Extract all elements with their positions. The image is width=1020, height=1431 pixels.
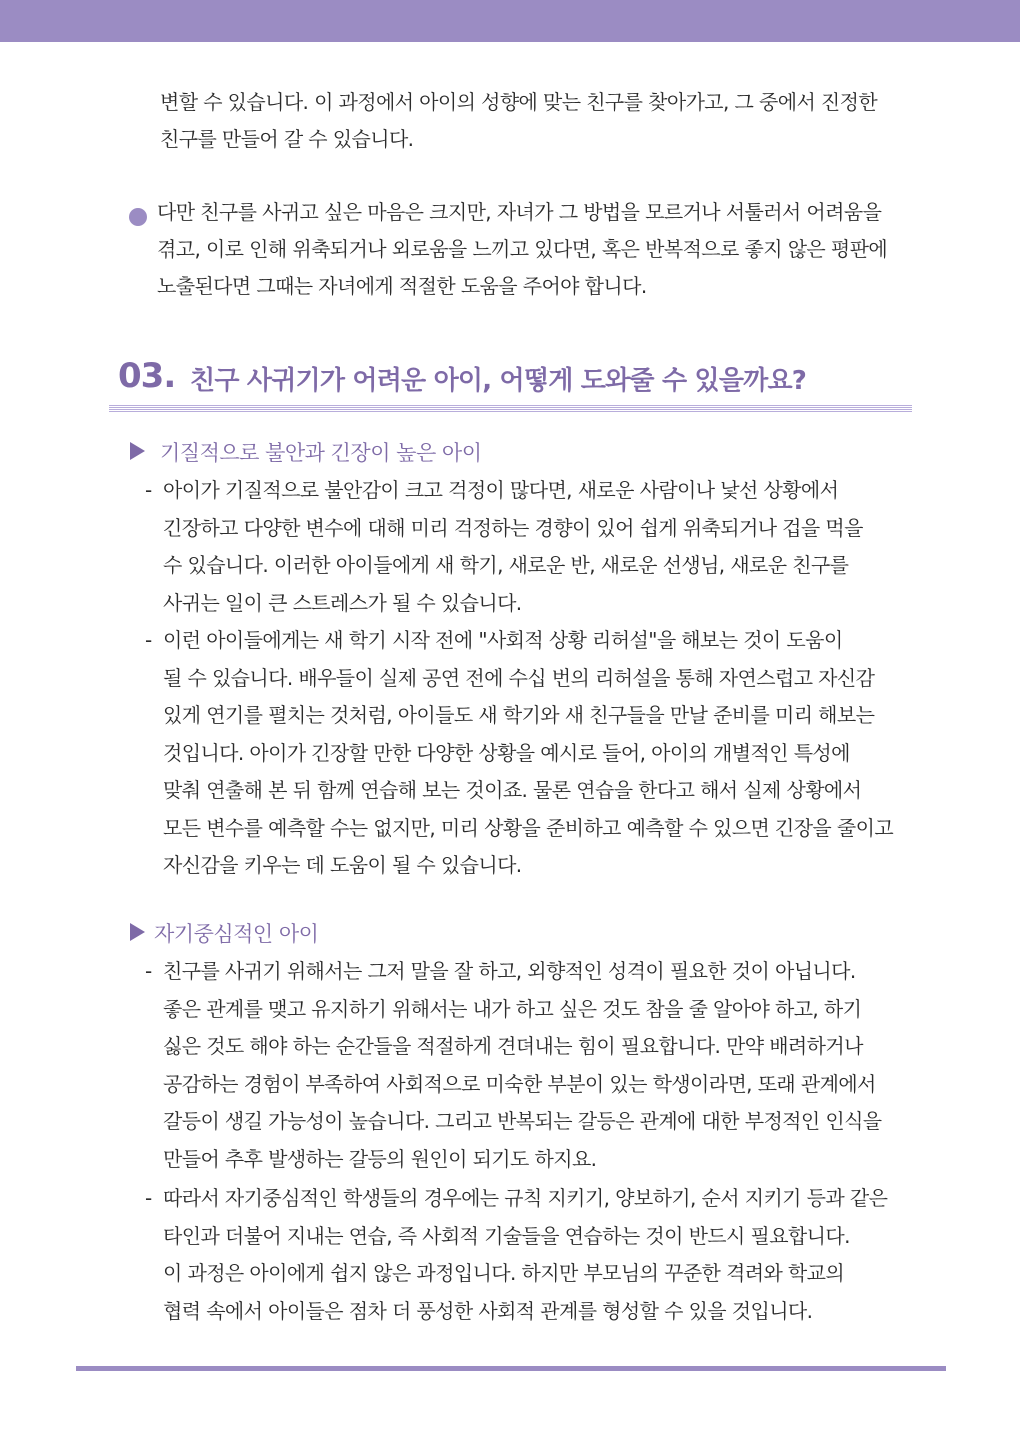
intro-paragraph [160,84,877,158]
subsection-title: 기질적으로 불안과 긴장이 높은 아이 [160,441,482,465]
text-line: 노출된다면 그때는 자녀에게 적절한 도움을 주어야 합니다. [157,274,647,298]
text-line: 사귀는 일이 큰 스트레스가 될 수 있습니다. [163,590,522,615]
text-line: 이 과정은 아이에게 쉽지 않은 과정입니다. 하지만 부모님의 꾸준한 격려와 학교의 [163,1261,845,1285]
header-bar [0,0,1020,42]
text-line: 친구를 만들어 갈 수 있습니다. [160,127,414,151]
list-item-text [163,472,863,622]
circle-bullet-icon [129,208,147,226]
dash-mark: - [145,628,152,652]
text-line: 모든 변수를 예측할 수는 없지만, 미리 상황을 준비하고 예측할 수 있으면 긴장을 줄이고 [163,815,894,840]
text-line: 협력 속에서 아이들은 점차 더 풍성한 사회적 관계를 형성할 수 있을 것입니다. [163,1298,813,1323]
dash-mark: - [145,1186,152,1210]
text-line: 것입니다. 아이가 긴장할 만한 다양한 상황을 예시로 들어, 아이의 개별적인 특성에 [163,740,850,765]
text-line: 맞춰 연출해 본 뒤 함께 연습해 보는 것이죠. 물론 연습을 한다고 해서 실제 상황에서 [163,778,862,802]
section-heading [118,356,918,400]
text-line: 아이가 기질적으로 불안감이 크고 걱정이 많다면, 새로운 사람이나 낯선 상황에서 [163,478,839,502]
text-line: 수 있습니다. 이러한 아이들에게 새 학기, 새로운 반, 새로운 선생님, 새로운 친구를 [163,553,849,577]
text-line: 공감하는 경험이 부족하여 사회적으로 미숙한 부분이 있는 학생이라면, 또래 관계에서 [163,1071,876,1096]
text-line: 타인과 더불어 지내는 연습, 즉 사회적 기술들을 연습하는 것이 반드시 필요합니다. [163,1223,850,1248]
dash-mark: - [145,478,152,502]
text-line: 이런 아이들에게는 새 학기 시작 전에 "사회적 상황 리허설"을 해보는 것이 도움이 [163,628,843,652]
triangle-right-icon [130,923,145,941]
text-line: 긴장하고 다양한 변수에 대해 미리 걱정하는 경향이 있어 쉽게 위축되거나 겁을 먹을 [163,515,863,540]
triangle-right-icon [130,442,145,460]
text-line: 있게 연기를 펼치는 것처럼, 아이들도 새 학기와 새 친구들을 만날 준비를 미리 해보는 [163,703,875,727]
list-item-text [163,953,882,1178]
text-line: 갈등이 생길 가능성이 높습니다. 그리고 반복되는 갈등은 관계에 대한 부정적인 인식을 [163,1109,882,1133]
text-line: 자신감을 키우는 데 도움이 될 수 있습니다. [163,853,522,877]
dash-mark: - [145,959,152,983]
section-divider [109,405,912,412]
text-line: 만들어 추후 발생하는 갈등의 원인이 되기도 하지요. [163,1146,597,1171]
footer-rule [76,1366,946,1371]
text-line: 될 수 있습니다. 배우들이 실제 공연 전에 수십 번의 리허설을 통해 자연스럽고 자신감 [163,665,875,690]
text-line: 싫은 것도 해야 하는 순간들을 적절하게 견뎌내는 힘이 필요합니다. 만약 배려하거나 [163,1034,863,1058]
list-item-text [163,1180,887,1330]
text-line: 다만 친구를 사귀고 싶은 마음은 크지만, 자녀가 그 방법을 모르거나 서툴러서 어려움을 [157,200,882,224]
section-title: 친구 사귀기가 어려운 아이, 어떻게 도와줄 수 있을까요? [190,366,807,396]
text-line: 좋은 관계를 맺고 유지하기 위해서는 내가 하고 싶은 것도 참을 줄 알아야 하고, 하기 [163,996,862,1021]
bullet-paragraph [157,194,887,305]
section-number: 03. [118,356,176,396]
text-line: 겪고, 이로 인해 위축되거나 외로움을 느끼고 있다면, 혹은 반복적으로 좋지 않은 평판에 [157,237,888,261]
list-item-text [163,622,893,885]
subsection-title: 자기중심적인 아이 [154,922,319,946]
text-line: 따라서 자기중심적인 학생들의 경우에는 규칙 지키기, 양보하기, 순서 지키기 등과 같은 [163,1186,888,1210]
text-line: 친구를 사귀기 위해서는 그저 말을 잘 하고, 외향적인 성격이 필요한 것이 아닙니다. [163,959,856,983]
text-line: 변할 수 있습니다. 이 과정에서 아이의 성향에 맞는 친구를 찾아가고, 그 중에서 진정한 [160,90,878,114]
